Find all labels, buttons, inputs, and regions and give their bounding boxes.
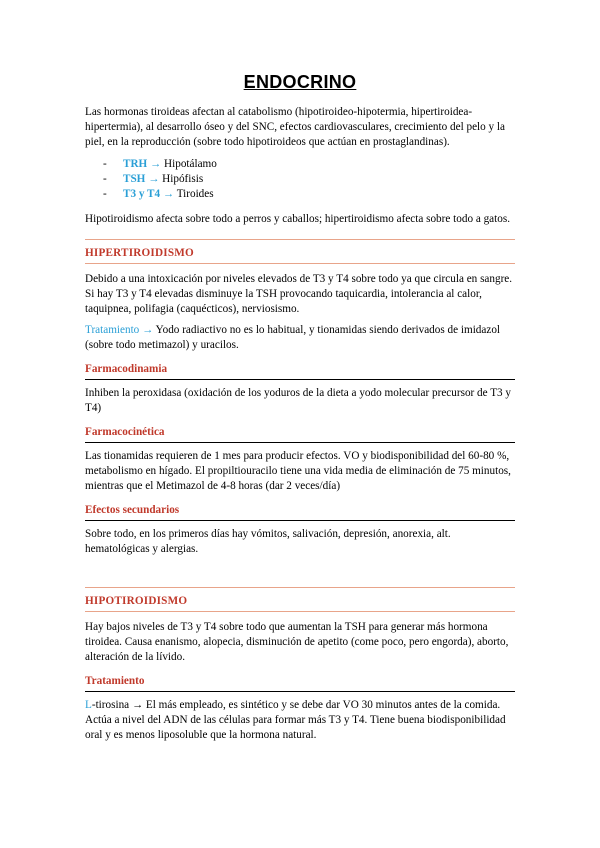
list-item bbox=[103, 157, 515, 172]
side-effects-text: Sobre todo, en los primeros días hay vómitos, salivación, depresión, anorexia, alt. hematológicas y alergias. bbox=[85, 528, 451, 555]
page-title: ENDOCRINO bbox=[243, 72, 357, 92]
treatment-label: Tratamiento bbox=[85, 324, 140, 336]
hypo-treatment-text bbox=[85, 698, 515, 743]
hormone-organ: Tiroides bbox=[176, 188, 214, 200]
treatment-text: Yodo radiactivo no es lo habitual, y tionamidas siendo derivados de imidazol (sobre todo metimazol) y uracilos. bbox=[85, 324, 501, 351]
list-dash: - bbox=[103, 188, 107, 200]
subheading-pharmacodynamics bbox=[85, 359, 515, 380]
pharmacokinetics-text: Las tionamidas requieren de 1 mes para producir efectos. VO y biodisponibilidad del 60-80 %, metabolismo en hígado. El propiltiouracilo tiene una vida media de eliminación de 75 minutos, mientras que el Metimazol de 4-8 horas (dar 2 veces/día) bbox=[85, 450, 511, 492]
hormone-list bbox=[85, 157, 515, 202]
subheading-pharmacokinetics bbox=[85, 422, 515, 443]
hormone-organ: Hipófisis bbox=[162, 173, 204, 185]
arrow-icon: → bbox=[162, 188, 175, 200]
drug-name-rest: -tirosina bbox=[91, 699, 130, 711]
hyper-treatment bbox=[85, 323, 515, 353]
list-item bbox=[103, 187, 515, 202]
section-heading-hypothyroidism bbox=[85, 587, 515, 612]
arrow-icon: → bbox=[150, 158, 162, 170]
hyper-description: Debido a una intoxicación por niveles elevados de T3 y T4 sobre todo ya que circula en sangre. Si hay T3 y T4 elevadas disminuye la TSH provocando taquicardia, intolerancia al calor, taquipnea, polifagia (caquécticos), nerviosismo. bbox=[85, 273, 513, 315]
list-dash: - bbox=[103, 158, 107, 170]
subheading-text: Farmacodinamia bbox=[85, 363, 168, 375]
pharmacodynamics-text: Inhiben la peroxidasa (oxidación de los yoduros de la dieta a yodo molecular precursor de T3 y T4) bbox=[85, 387, 512, 414]
section-heading-hyperthyroidism bbox=[85, 239, 515, 264]
species-note: Hipotiroidismo afecta sobre todo a perros y caballos; hipertiroidismo afecta sobre todo a gatos. bbox=[85, 213, 511, 225]
hormone-abbr: T3 y T4 bbox=[123, 188, 161, 200]
subheading-text: Farmacocinética bbox=[85, 426, 165, 438]
hormone-abbr: TRH bbox=[123, 158, 148, 170]
document-content bbox=[85, 72, 515, 747]
hormone-organ: Hipotálamo bbox=[164, 158, 217, 170]
subheading-text: Tratamiento bbox=[85, 675, 145, 687]
arrow-icon: → bbox=[131, 699, 144, 711]
subheading-text: Efectos secundarios bbox=[85, 504, 180, 516]
arrow-icon: → bbox=[142, 324, 154, 336]
drug-prefix: L bbox=[85, 699, 92, 711]
hormone-abbr: TSH bbox=[123, 173, 146, 185]
section-heading-text: HIPERTIROIDISMO bbox=[85, 247, 194, 259]
subheading-side-effects bbox=[85, 500, 515, 521]
drug-description: El más empleado, es sintético y se debe dar VO 30 minutos antes de la comida. Actúa a nivel del ADN de las células para formar más T3 y T4. Tiene buena biodisponibilidad oral y es menos liposoluble que la hormona natural. bbox=[85, 699, 506, 741]
arrow-icon: → bbox=[148, 173, 160, 185]
subheading-treatment bbox=[85, 671, 515, 692]
intro-paragraph: Las hormonas tiroideas afectan al catabolismo (hipotiroideo-hipotermia, hipertiroidea-hipertermia), al desarrollo óseo y del SNC, efectos cardiovasculares, crecimiento del pelo y la piel, en la reproducción (sobre todo hipotiroideos que actúan en prostaglandinas). bbox=[85, 106, 505, 148]
hypo-description: Hay bajos niveles de T3 y T4 sobre todo que aumentan la TSH para generar más hormona tiroidea. Causa enanismo, alopecia, disminución de apetito (come poco, pero engorda), aborto, alteración de la lívido. bbox=[85, 621, 509, 663]
list-dash: - bbox=[103, 173, 107, 185]
section-heading-text: HIPOTIROIDISMO bbox=[85, 595, 188, 607]
list-item bbox=[103, 172, 515, 187]
